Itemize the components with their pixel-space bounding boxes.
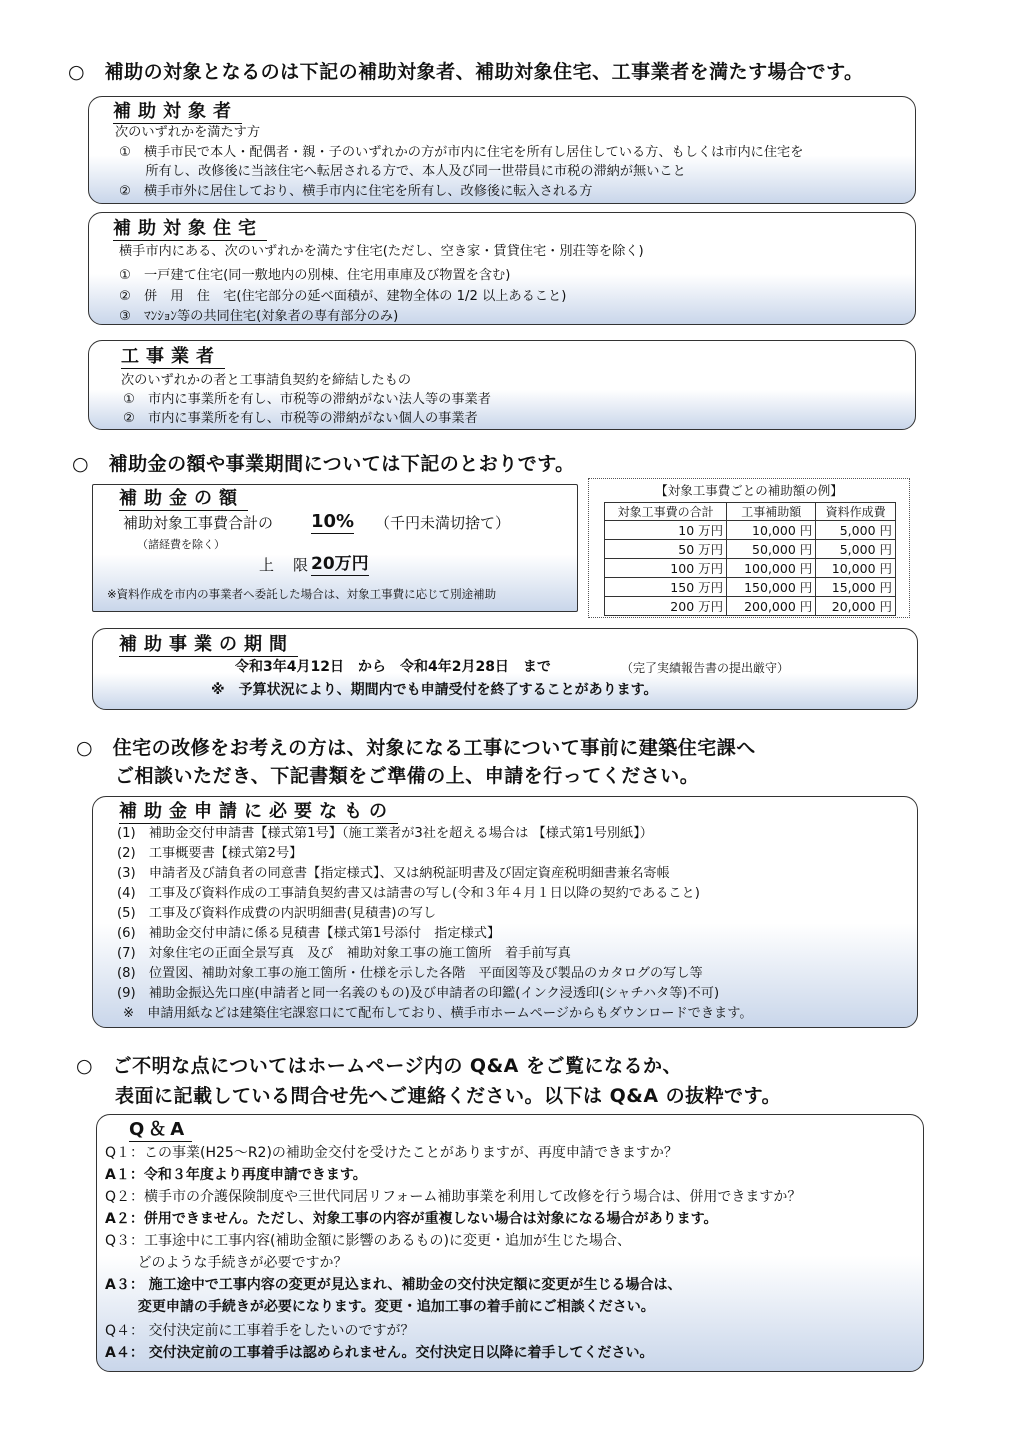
subsidy-sub-note: （諸経費を除く） — [137, 538, 225, 551]
required-doc-item: (8) 位置図、補助対象工事の施工箇所・仕様を示した各階 平面図等及び製品のカタログの写し等 — [117, 966, 703, 981]
period-notice: ※ 予算状況により、期間内でも申請受付を終了することがあります。 — [211, 682, 658, 698]
contractor-box — [88, 340, 916, 430]
target-person-box — [88, 96, 916, 204]
table-cell: 10 万円 — [605, 521, 727, 540]
table-cell: 5,000 円 — [816, 540, 896, 559]
target-person-intro: 次のいずれかを満たす方 — [115, 125, 261, 140]
table-header-cell: 工事補助額 — [727, 503, 816, 521]
qa-answer: A１：令和３年度より再度申請できます。 — [105, 1167, 367, 1183]
table-cell: 50 万円 — [605, 540, 727, 559]
subsidy-rate: 10% — [311, 511, 355, 532]
table-row — [605, 578, 896, 597]
target-person-item: ① 横手市民で本人・配偶者・親・子のいずれかの方が市内に住宅を所有し居住している方、もしくは市内に住宅を — [119, 145, 804, 160]
target-house-item: ② 併 用 住 宅(住宅部分の延べ面積が、建物全体の 1/2 以上あること) — [119, 289, 567, 304]
table-cell: 200 万円 — [605, 597, 727, 616]
target-house-box — [88, 212, 916, 325]
table-row — [605, 521, 896, 540]
table-cell: 15,000 円 — [816, 578, 896, 597]
table-cell: 100,000 円 — [727, 559, 816, 578]
subsidy-footnote: ※資料作成を市内の事業者へ委託した場合は、対象工事費に応じて別途補助 — [107, 587, 497, 601]
table-row — [605, 540, 896, 559]
required-doc-item: (1) 補助金交付申請書【様式第1号】（施工業者が3社を超える場合は 【様式第1号別紙】） — [117, 826, 653, 841]
period-dates: 令和3年4月12日 から 令和4年2月28日 まで — [235, 659, 551, 675]
qa-title: Q＆A — [129, 1119, 192, 1142]
section3-heading-line1: ○ 住宅の改修をお考えの方は、対象になる工事について事前に建築住宅課へ — [76, 737, 756, 759]
table-cell: 5,000 円 — [816, 521, 896, 540]
table-cell: 20,000 円 — [816, 597, 896, 616]
qa-question: Q４： 交付決定前に工事着手をしたいのですが？ — [105, 1323, 415, 1339]
example-table-frame — [588, 478, 910, 618]
table-header-cell: 資料作成費 — [816, 503, 896, 521]
required-docs-title: 補助金申請に必要なもの — [119, 801, 398, 824]
qa-answer: A２：併用できません。ただし、対象工事の内容が重複しない場合は対象になる場合があります。 — [105, 1211, 718, 1227]
target-house-intro: 横手市内にある、次のいずれかを満たす住宅(ただし、空き家・賃貸住宅・別荘等を除く) — [119, 244, 644, 259]
required-docs-box — [92, 796, 918, 1028]
table-cell: 100 万円 — [605, 559, 727, 578]
subsidy-limit-label: 上 限 — [259, 556, 311, 574]
period-box — [92, 628, 918, 710]
period-title: 補助事業の期間 — [119, 634, 298, 657]
target-house-title: 補助対象住宅 — [113, 218, 267, 241]
table-cell: 10,000 円 — [727, 521, 816, 540]
example-table — [604, 502, 896, 616]
subsidy-rate-note: （千円未満切捨て） — [375, 514, 511, 532]
required-doc-item: (2) 工事概要書【様式第2号】 — [117, 846, 303, 861]
example-table-caption: 【対象工事費ごとの補助額の例】 — [655, 483, 843, 498]
section4-heading-line2: 表面に記載している問合せ先へご連絡ください。以下は Q&A の抜粋です。 — [76, 1085, 782, 1107]
subsidy-amount-title: 補助金の額 — [119, 488, 248, 511]
required-doc-item: (4) 工事及び資料作成の工事請負契約書又は請書の写し(令和３年４月１日以降の契約であること) — [117, 886, 700, 901]
section3-heading-line2: ご相談いただき、下記書類をご準備の上、申請を行ってください。 — [76, 765, 700, 787]
subsidy-rate-label: 補助対象工事費合計の — [123, 514, 274, 532]
contractor-item: ② 市内に事業所を有し、市税等の滞納がない個人の事業者 — [123, 411, 478, 426]
target-person-title: 補助対象者 — [113, 101, 242, 124]
target-person-item: 所有し、改修後に当該住宅へ転居される方で、本人及び同一世帯員に市税の滞納が無いこと — [119, 164, 686, 179]
table-cell: 150,000 円 — [727, 578, 816, 597]
target-house-item: ③ ﾏﾝｼｮﾝ等の共同住宅(対象者の専有部分のみ) — [119, 309, 399, 324]
section2-heading: ○ 補助金の額や事業期間については下記のとおりです。 — [72, 453, 575, 475]
section4-heading-line1: ○ ご不明な点についてはホームページ内の Q&A をご覧になるか、 — [76, 1055, 682, 1077]
period-dates-note: （完了実績報告書の提出厳守） — [621, 661, 790, 675]
required-doc-item: (5) 工事及び資料作成費の内訳明細書(見積書)の写し — [117, 906, 437, 921]
required-docs-note: ※ 申請用紙などは建築住宅課窓口にて配布しており、横手市ホームページからもダウンロードできます。 — [123, 1006, 753, 1021]
table-header-cell: 対象工事費の合計 — [605, 503, 727, 521]
qa-question: Q３：工事途中に工事内容(補助金額に影響のあるもの)に変更・追加が生じた場合、 — [105, 1233, 631, 1249]
contractor-intro: 次のいずれかの者と工事請負契約を締結したもの — [121, 373, 412, 388]
table-row — [605, 597, 896, 616]
qa-question: Q１：この事業(H25～R2)の補助金交付を受けたことがありますが、再度申請できますか？ — [105, 1145, 678, 1161]
section1-heading: ○ 補助の対象となるのは下記の補助対象者、補助対象住宅、工事業者を満たす場合です。 — [68, 61, 864, 83]
qa-box — [96, 1114, 924, 1372]
qa-answer: 変更申請の手続きが必要になります。変更・追加工事の着手前にご相談ください。 — [105, 1299, 655, 1315]
qa-answer: A４： 交付決定前の工事着手は認められません。交付決定日以降に着手してください。 — [105, 1345, 654, 1361]
contractor-title: 工事業者 — [121, 346, 225, 369]
qa-question: どのような手続きが必要ですか？ — [105, 1255, 348, 1271]
target-person-item: ② 横手市外に居住しており、横手市内に住宅を所有し、改修後に転入される方 — [119, 184, 593, 199]
required-doc-item: (9) 補助金振込先口座(申請者と同一名義のもの)及び申請者の印鑑(インク浸透印(シャチハタ等)不可) — [117, 986, 720, 1001]
table-row — [605, 559, 896, 578]
required-doc-item: (3) 申請者及び請負者の同意書【指定様式】、又は納税証明書及び固定資産税明細書兼名寄帳 — [117, 866, 670, 881]
table-cell: 10,000 円 — [816, 559, 896, 578]
table-cell: 50,000 円 — [727, 540, 816, 559]
table-cell: 150 万円 — [605, 578, 727, 597]
required-doc-item: (7) 対象住宅の正面全景写真 及び 補助対象工事の施工箇所 着手前写真 — [117, 946, 571, 961]
target-house-item: ① 一戸建て住宅(同一敷地内の別棟、住宅用車庫及び物置を含む) — [119, 268, 511, 283]
qa-answer: A３： 施工途中で工事内容の変更が見込まれ、補助金の交付決定額に変更が生じる場合は、 — [105, 1277, 682, 1293]
required-doc-item: (6) 補助金交付申請に係る見積書【様式第1号添付 指定様式】 — [117, 926, 501, 941]
table-cell: 200,000 円 — [727, 597, 816, 616]
table-header-row — [605, 503, 896, 521]
contractor-item: ① 市内に事業所を有し、市税等の滞納がない法人等の事業者 — [123, 392, 491, 407]
subsidy-limit-value: 20万円 — [311, 554, 369, 574]
subsidy-amount-box — [92, 484, 578, 612]
qa-question: Q２：横手市の介護保険制度や三世代同居リフォーム補助事業を利用して改修を行う場合は、併用できますか？ — [105, 1189, 802, 1205]
